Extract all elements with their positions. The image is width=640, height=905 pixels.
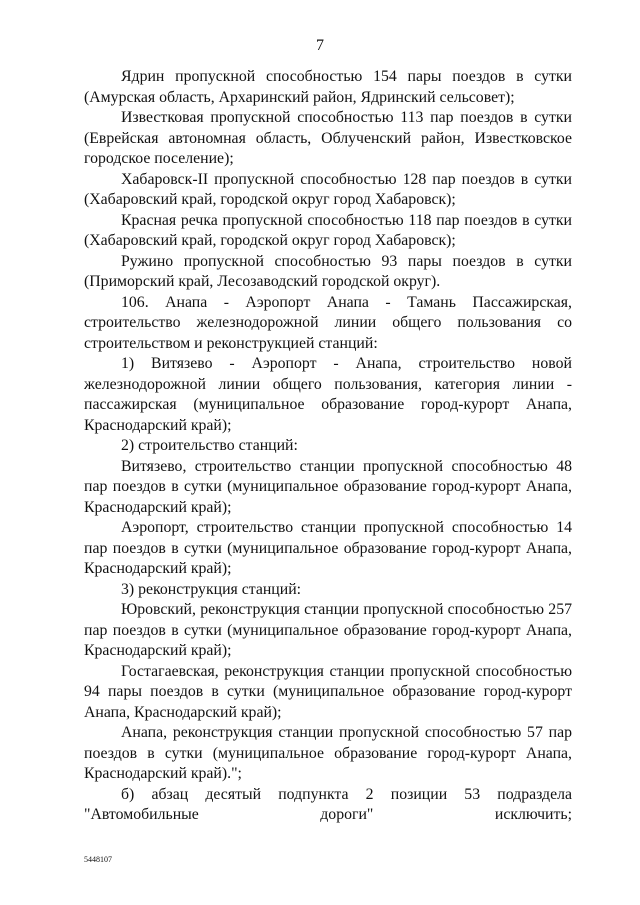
paragraph-khabarovsk-2: Хабаровск-II пропускной способностью 128 пар поездов в сутки (Хабаровский край, городской округ город Хабаровск); — [84, 170, 572, 208]
document-id: 5448107 — [84, 855, 112, 864]
paragraph-yadrin: Ядрин пропускной способностью 154 пары поездов в сутки (Амурская область, Архаринский район, Ядринский сельсовет); — [84, 68, 572, 106]
paragraph-vityazevo: Витязево, строительство станции пропускной способностью 48 пар поездов в сутки (муниципальное образование город-курорт Анапа, Краснодарский край); — [84, 457, 572, 516]
paragraph-aeroport: Аэропорт, строительство станции пропускной способностью 14 пар поездов в сутки (муниципальное образование город-курорт Анапа, Краснодарский край); — [84, 519, 572, 577]
paragraph-item-b: б) абзац десятый подпункта 2 позиции 53 подраздела "Автомобильные дороги" исключить; — [84, 785, 572, 823]
paragraph-ruzhino: Ружино пропускной способностью 93 пары поездов в сутки (Приморский край, Лесозаводский городской округ). — [84, 252, 572, 290]
paragraph-anapa: Анапа, реконструкция станции пропускной способностью 57 пар поездов в сутки (муниципальное образование город-курорт Анапа, Краснодарский край)."; — [84, 724, 572, 782]
paragraph-subitem-3: 3) реконструкция станций: — [121, 580, 302, 598]
paragraph-item-106: 106. Анапа - Аэропорт Анапа - Тамань Пассажирская, строительство железнодорожной линии общего пользования со строительством и реконструкцией станций: — [84, 293, 572, 352]
paragraph-subitem-2: 2) строительство станций: — [121, 437, 298, 454]
paragraph-izvestkovaya: Известковая пропускной способностью 113 пар поездов в сутки (Еврейская автономная область, Облученский район, Известковское городское поселение); — [84, 109, 572, 167]
page-number: 7 — [316, 37, 324, 54]
paragraph-krasnaya-rechka: Красная речка пропускной способностью 118 пар поездов в сутки (Хабаровский край, городской округ город Хабаровск); — [84, 211, 572, 249]
document-body — [84, 67, 572, 826]
paragraph-yurovsky: Юровский, реконструкция станции пропускной способностью 257 пар поездов в сутки (муниципальное образование город-курорт Анапа, Краснодарский край); — [84, 601, 572, 659]
paragraph-gostagaevskaya: Гостагаевская, реконструкция станции пропускной способностью 94 пары поездов в сутки (муниципальное образование город-курорт Анапа, Краснодарский край); — [84, 662, 572, 721]
paragraph-subitem-1: 1) Витязево - Аэропорт - Анапа, строительство новой железнодорожной линии общего пользования, категория линии - пассажирская (муниципальное образование город-курорт Анапа, Краснодарский край); — [84, 355, 572, 434]
